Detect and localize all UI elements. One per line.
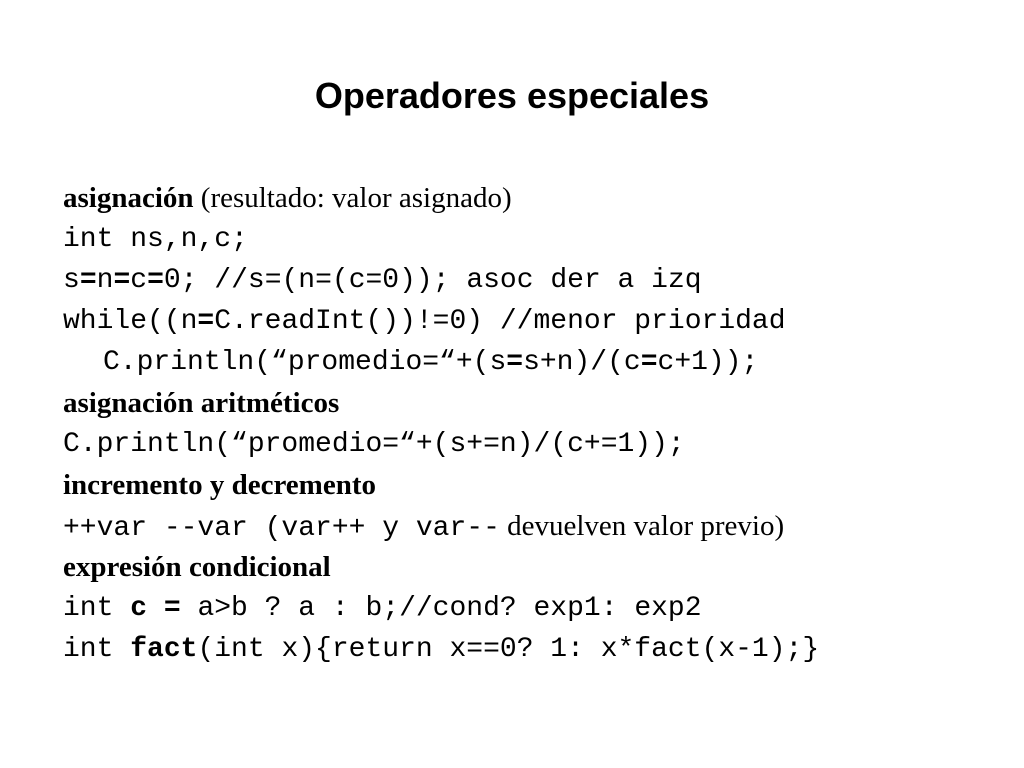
assign-heading-line: [63, 178, 1013, 219]
assign-note: (resultado: valor asignado): [193, 182, 512, 214]
code-fact: [63, 629, 1013, 670]
code-part: C.println(“promedio=“+(s: [103, 347, 507, 378]
code-op: =: [113, 265, 131, 296]
incdec-heading: incremento y decremento: [63, 469, 376, 501]
cond-heading: expresión condicional: [63, 551, 331, 583]
code-part: c+1));: [657, 347, 759, 378]
code-while: [63, 301, 1013, 342]
code-op: =: [640, 347, 658, 378]
code-op: =: [506, 347, 524, 378]
code-part: c: [130, 265, 148, 296]
assign-heading: asignación: [63, 182, 194, 214]
code-println: [63, 342, 1013, 383]
arith-heading: asignación aritméticos: [63, 387, 340, 419]
code-part: s: [63, 265, 80, 296]
code-part: a>b ? a : b;//cond? exp1: exp2: [180, 593, 702, 624]
code-chain-assign: [63, 260, 1013, 301]
code-part: int: [63, 593, 131, 624]
code-op: =: [147, 265, 164, 296]
code-op: =: [197, 306, 215, 337]
code-part: 0; //s=(n=(c=0)); asoc der a izq: [163, 265, 702, 296]
code-ternary: [63, 588, 1013, 629]
code-part: n: [96, 265, 114, 296]
code-bold-part: c =: [130, 593, 181, 624]
code-part: s+n)/(c: [523, 347, 641, 378]
code-part: while((n: [63, 306, 198, 337]
code-incdec: ++var --var (var++ y var--: [63, 513, 500, 544]
code-arith: C.println(“promedio=“+(s+=n)/(c+=1));: [63, 429, 685, 460]
slide-title: Operadores especiales: [314, 75, 710, 116]
incdec-note: devuelven valor previo): [499, 510, 785, 542]
code-decl: int ns,n,c;: [63, 224, 248, 255]
slide-content: [63, 178, 1013, 670]
code-part: int: [63, 634, 131, 665]
code-bold-part: fact: [130, 634, 198, 665]
code-part: C.readInt())!=0) //menor prioridad: [214, 306, 786, 337]
code-part: (int x){return x==0? 1: x*fact(x-1);}: [197, 634, 820, 665]
code-op: =: [79, 265, 97, 296]
incdec-line: [63, 506, 1013, 547]
